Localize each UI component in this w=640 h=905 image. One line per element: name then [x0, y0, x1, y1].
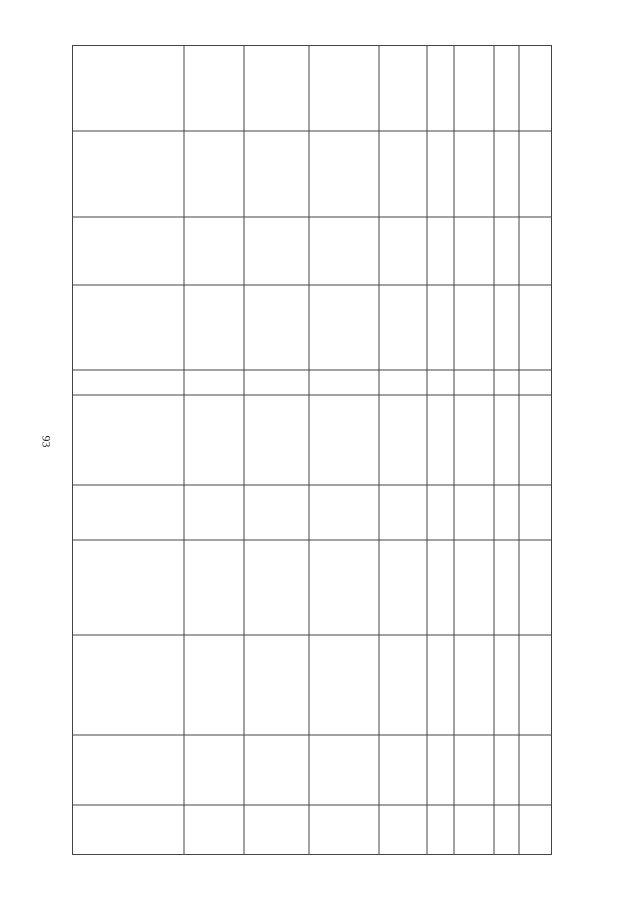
page-number: 93 — [39, 435, 54, 448]
table-grid — [72, 45, 552, 855]
table-lines — [72, 45, 552, 855]
